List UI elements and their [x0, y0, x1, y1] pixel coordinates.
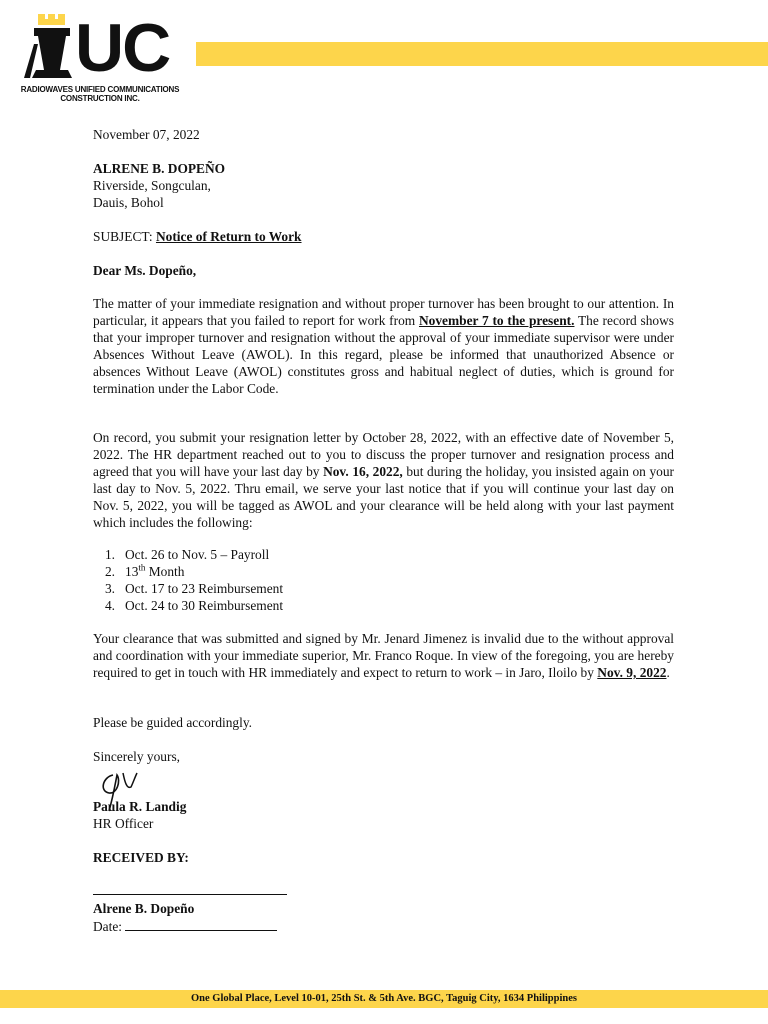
list-item: [93, 581, 283, 598]
receiver-signature-line: [93, 880, 287, 895]
recipient-address-line2: Dauis, Bohol: [93, 194, 164, 210]
subject-label: SUBJECT:: [93, 229, 153, 244]
company-name-line1: RADIOWAVES UNIFIED COMMUNICATIONS: [20, 85, 180, 94]
list-item: [93, 598, 283, 615]
castle-rook-icon: [20, 14, 80, 86]
list-item-text-after: Month: [145, 563, 185, 579]
list-item-text: Oct. 24 to 30 Reimbursement: [125, 597, 284, 613]
list-item-number: 1.: [104, 547, 115, 562]
list-item-superscript: th: [138, 562, 146, 573]
signer-title: HR Officer: [93, 815, 154, 831]
list-item-number: 3.: [104, 580, 115, 596]
received-by-label: RECEIVED BY:: [93, 850, 189, 865]
signer-block: [93, 799, 186, 833]
date-label: Date:: [93, 919, 122, 934]
recipient-address-line1: Riverside, Songculan,: [93, 177, 211, 193]
recipient-block: [93, 161, 225, 212]
list-item-text: Oct. 26 to Nov. 5 – Payroll: [125, 547, 270, 562]
paragraph-3-bold: Nov. 9, 2022: [597, 664, 667, 680]
paragraph-1-bold: November 7 to the present.: [418, 312, 575, 328]
paragraph-3-text-a: Your clearance that was submitted and signed by Mr. Jenard Jimenez is invalid due to the without approval and coordination with your immediate superior, Mr. Franco Roque. In view of the foregoing, you are hereby required to get in touch with HR immediately and expect to return to work – in Jaro, Iloilo by: [93, 631, 674, 680]
paragraph-2-bold: Nov. 16, 2022,: [323, 463, 403, 479]
list-item: [93, 564, 283, 581]
paragraph-1-text-b: The record shows that your improper turnover and resignation without the approval of your immediate supervisor were under Absences Without Leave (AWOL). In this regard, please be informed that unauthorized Absence or absences Without Leave (AWOL) constitutes gross and habitual neglect of duties, which is ground for termination under the Labor Code.: [93, 312, 674, 396]
list-item-number: 2.: [104, 563, 115, 579]
list-item-text: 13: [125, 563, 139, 579]
payment-list: [93, 547, 283, 615]
recipient-name: ALRENE B. DOPEÑO: [93, 161, 226, 176]
salutation: Dear Ms. Dopeño,: [93, 263, 197, 278]
company-name-line2: CONSTRUCTION INC.: [60, 94, 140, 103]
date-blank-line: [125, 918, 277, 931]
list-item-number: 4.: [104, 597, 115, 613]
paragraph-3-text-b: .: [666, 664, 670, 680]
subject-line: [93, 229, 302, 246]
receiver-name: Alrene B. Dopeño: [93, 901, 195, 916]
guided-line: Please be guided accordingly.: [93, 715, 253, 730]
paragraph-1-text-a: The matter of your immediate resignation and without proper turnover has been brought to our attention. In particular, it appears that you failed to report for work from: [93, 296, 674, 328]
closing: Sincerely yours,: [93, 749, 181, 764]
paragraph-3: [93, 631, 674, 682]
date-field: [93, 918, 277, 936]
signer-name: Paula R. Landig: [93, 799, 187, 814]
logo-text: UC: [75, 10, 170, 86]
paragraph-2-text-a: On record, you submit your resignation letter by October 28, 2022, with an effective date of November 5, 2022. The HR department reached out to you to discuss the proper turnover and resignation process and agreed that you will have your last day by: [93, 430, 674, 479]
paragraph-1: [93, 296, 674, 397]
paragraph-2: [93, 430, 674, 531]
footer-address: One Global Place, Level 10-01, 25th St. & 5th Ave. BGC, Taguig City, 1634 Philippines: [190, 993, 577, 1004]
header-accent-bar: [196, 42, 768, 66]
list-item: [93, 547, 283, 564]
paragraph-2-text-b: but during the holiday, you insisted again on your last day to Nov. 5, 2022. Thru email, we serve your last notice that if you will continue your last day on Nov. 5, 2022, you will be tagged as AWOL and your clearance will be held along with your last payment which includes the following:: [93, 463, 675, 530]
subject-text: Notice of Return to Work: [155, 229, 302, 244]
letter-date: November 07, 2022: [93, 127, 200, 142]
footer-address-bar: [0, 990, 768, 1008]
company-logo: [20, 10, 180, 106]
list-item-text: Oct. 17 to 23 Reimbursement: [125, 580, 284, 596]
